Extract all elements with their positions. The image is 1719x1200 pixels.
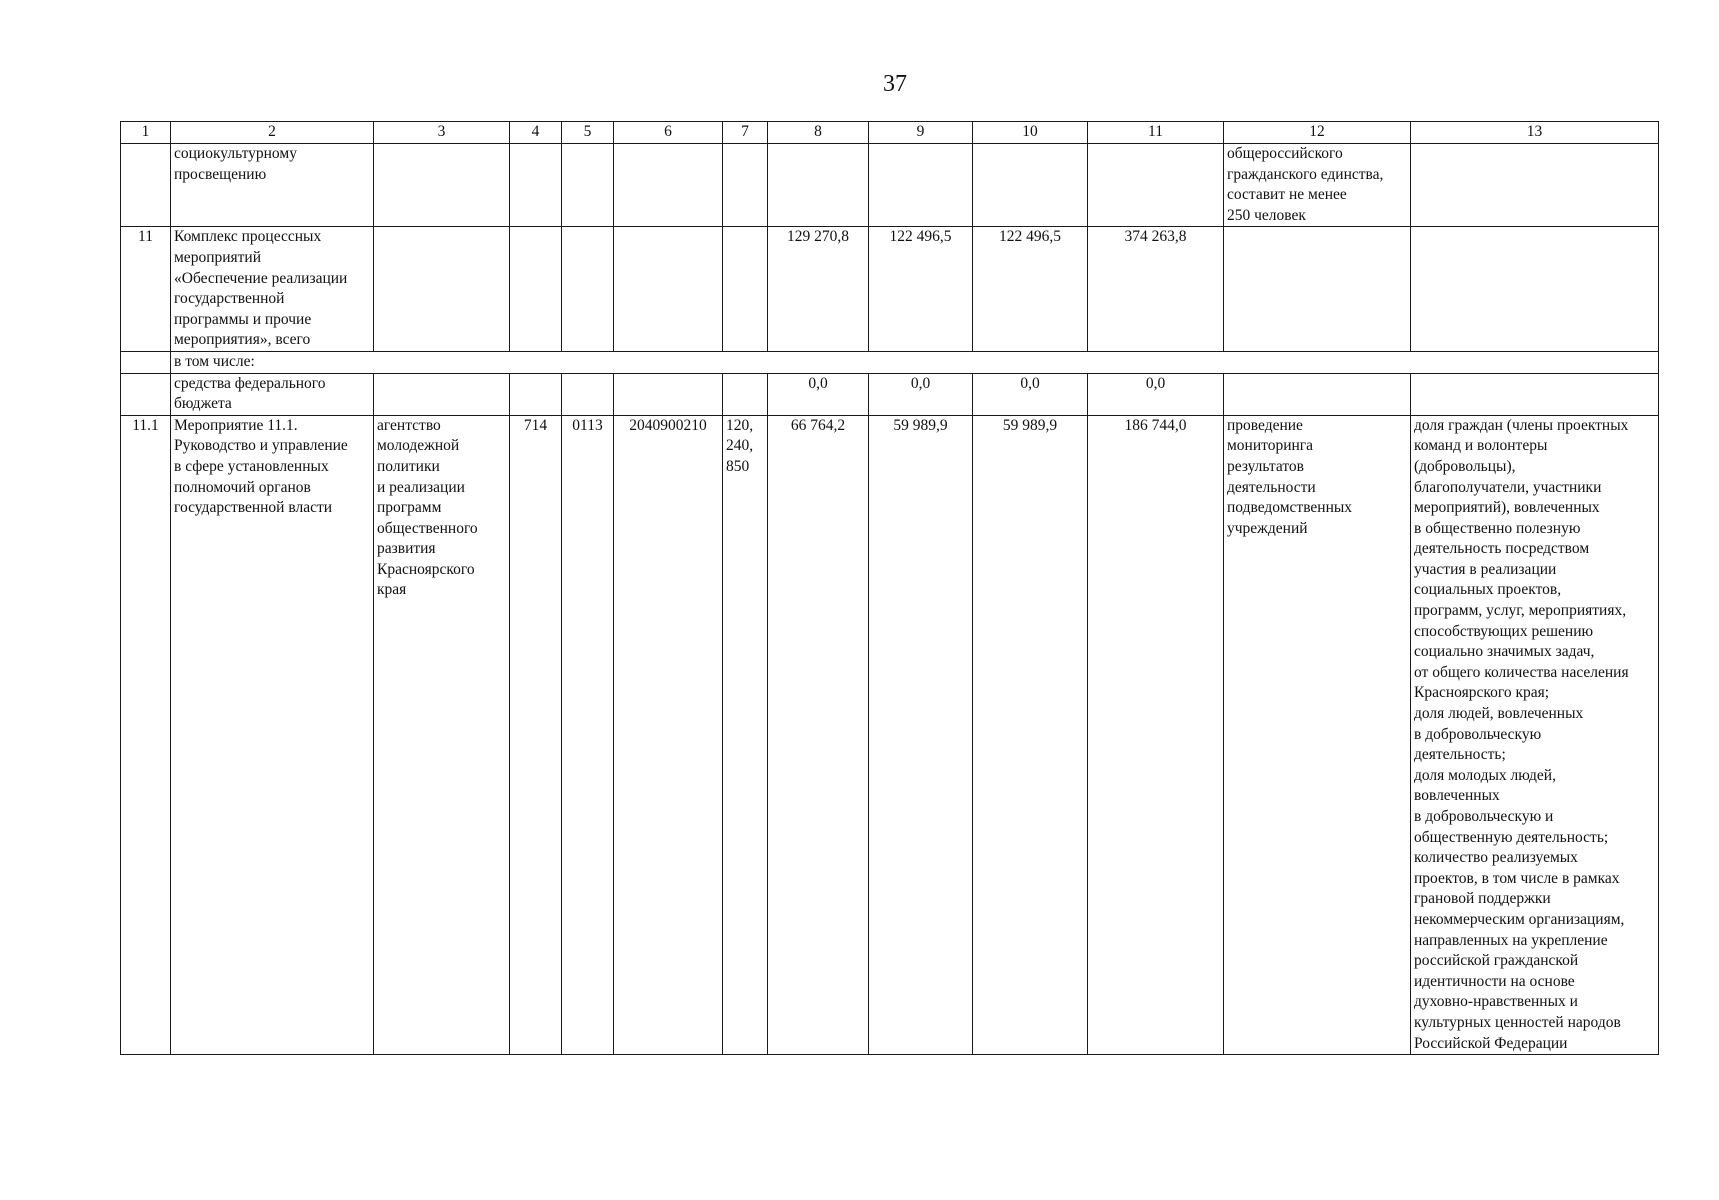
vr-cell	[723, 227, 768, 352]
column-number-row	[121, 122, 1659, 144]
amount-col9-cell: 122 496,5	[869, 227, 973, 352]
section-cell: 0113	[562, 415, 614, 1054]
column-header-13: 13	[1411, 122, 1659, 144]
section-cell	[562, 227, 614, 352]
name-cell: средства федерального бюджета	[171, 373, 374, 415]
amount-col8-cell: 66 764,2	[768, 415, 869, 1054]
amount-col10-cell: 122 496,5	[973, 227, 1088, 352]
name-cell: социокультурному просвещению	[171, 144, 374, 227]
amount-col10-cell: 59 989,9	[973, 415, 1088, 1054]
column-header-3: 3	[374, 122, 510, 144]
indicator-cell	[1411, 144, 1659, 227]
executor-cell: агентство молодежной политики и реализации программ общественного развития Красноярского края	[374, 415, 510, 1054]
column-header-11: 11	[1088, 122, 1224, 144]
column-header-5: 5	[562, 122, 614, 144]
executor-cell	[374, 373, 510, 415]
result-cell: проведение мониторинга результатов деятельности подведомственных учреждений	[1224, 415, 1411, 1054]
result-cell	[1224, 227, 1411, 352]
column-header-10: 10	[973, 122, 1088, 144]
column-header-12: 12	[1224, 122, 1411, 144]
csr-cell: 2040900210	[614, 415, 723, 1054]
section-cell	[562, 373, 614, 415]
vr-cell: 120, 240, 850	[723, 415, 768, 1054]
column-header-6: 6	[614, 122, 723, 144]
column-header-4: 4	[510, 122, 562, 144]
name-cell: Комплекс процессных мероприятий «Обеспечение реализации государственной программы и прочие мероприятия», всего	[171, 227, 374, 352]
executor-cell	[374, 227, 510, 352]
amount-col9-cell: 0,0	[869, 373, 973, 415]
amount-col9-cell: 59 989,9	[869, 415, 973, 1054]
column-header-2: 2	[171, 122, 374, 144]
csr-cell	[614, 227, 723, 352]
indicator-cell	[1411, 373, 1659, 415]
column-header-1: 1	[121, 122, 171, 144]
vr-cell	[723, 373, 768, 415]
grbs-cell: 714	[510, 415, 562, 1054]
amount-col11-cell: 186 744,0	[1088, 415, 1224, 1054]
result-cell: общероссийского гражданского единства, составит не менее 250 человек	[1224, 144, 1411, 227]
row-number-cell: 11.1	[121, 415, 171, 1054]
amount-col11-cell	[1088, 144, 1224, 227]
row-number-cell	[121, 351, 171, 373]
amount-col8-cell: 0,0	[768, 373, 869, 415]
vr-cell	[723, 144, 768, 227]
grbs-cell	[510, 227, 562, 352]
amount-col10-cell: 0,0	[973, 373, 1088, 415]
amount-col10-cell	[973, 144, 1088, 227]
including-label: в том числе:	[171, 351, 1659, 373]
amount-col8-cell	[768, 144, 869, 227]
indicator-cell	[1411, 227, 1659, 352]
section-cell	[562, 144, 614, 227]
amount-col11-cell: 0,0	[1088, 373, 1224, 415]
row-number-cell: 11	[121, 227, 171, 352]
column-header-8: 8	[768, 122, 869, 144]
csr-cell	[614, 373, 723, 415]
page-number: 37	[883, 71, 907, 97]
amount-col8-cell: 129 270,8	[768, 227, 869, 352]
grbs-cell	[510, 373, 562, 415]
table-row	[121, 144, 1659, 227]
csr-cell	[614, 144, 723, 227]
column-header-9: 9	[869, 122, 973, 144]
table-row	[121, 227, 1659, 352]
row-number-cell	[121, 373, 171, 415]
column-header-7: 7	[723, 122, 768, 144]
table-row	[121, 415, 1659, 1054]
indicator-cell: доля граждан (члены проектных команд и волонтеры (добровольцы), благополучатели, участники мероприятий), вовлеченных в общественно полезную деятельность посредством участия в реализации социальных проектов, программ, услуг, мероприятиях, способствующих решению социально значимых задач, от общего количества населения Красноярского края; доля людей, вовлеченных в добровольческую деятельность; доля молодых людей, вовлеченных в добровольческую и общественную деятельность; количество реализуемых проектов, в том числе в рамках грановой поддержки некоммерческим организациям, направленных на укрепление российской гражданской идентичности на основе духовно-нравственных и культурных ценностей народов Российской Федерации	[1411, 415, 1659, 1054]
name-cell: Мероприятие 11.1. Руководство и управление в сфере установленных полномочий органов государственной власти	[171, 415, 374, 1054]
table-row	[121, 351, 1659, 373]
amount-col9-cell	[869, 144, 973, 227]
row-number-cell	[121, 144, 171, 227]
grbs-cell	[510, 144, 562, 227]
table-row	[121, 373, 1659, 415]
amount-col11-cell: 374 263,8	[1088, 227, 1224, 352]
result-cell	[1224, 373, 1411, 415]
budget-table	[120, 121, 1659, 1055]
executor-cell	[374, 144, 510, 227]
